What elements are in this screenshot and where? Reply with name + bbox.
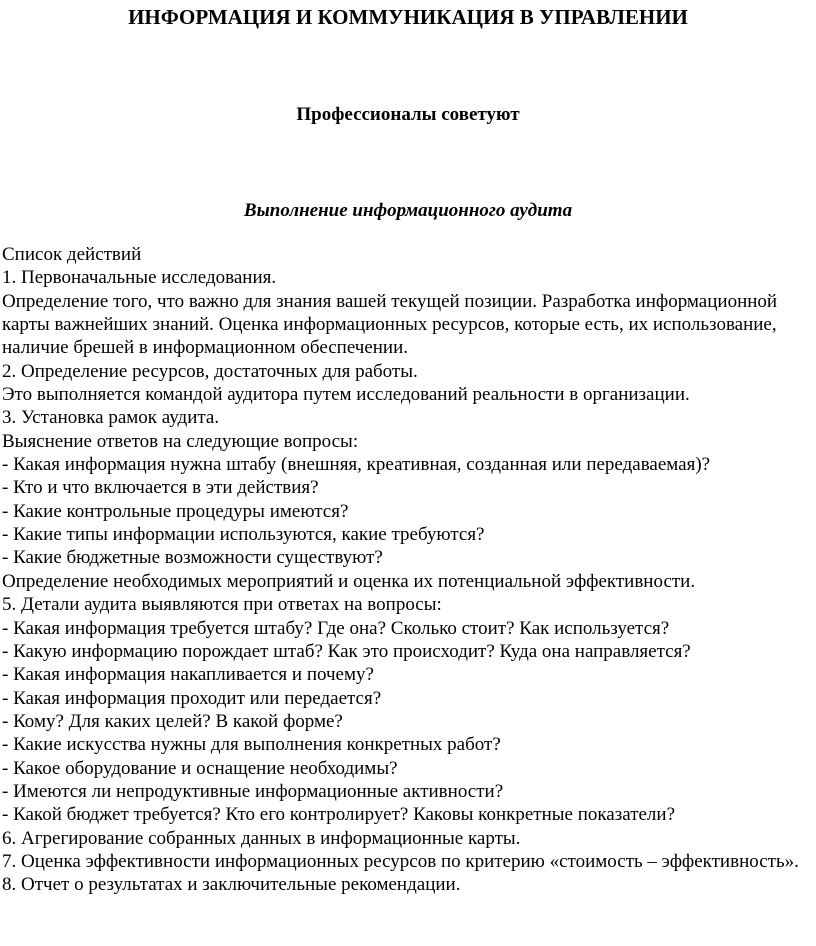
question-item: - Кому? Для каких целей? В какой форме? <box>2 710 343 732</box>
step-3-heading: 3. Установка рамок аудита. <box>2 407 220 429</box>
step-3-description: Выяснение ответов на следующие вопросы: <box>2 430 359 452</box>
step-4-description: Определение необходимых мероприятий и оценка их потенциальной эффективности. <box>2 570 696 592</box>
question-item: - Какие типы информации используются, какие требуются? <box>2 524 485 546</box>
question-item: - Какие контрольные процедуры имеются? <box>2 500 349 522</box>
question-item: - Какие бюджетные возможности существуют? <box>2 547 383 569</box>
step-1-heading: 1. Первоначальные исследования. <box>2 267 277 289</box>
step-2-heading: 2. Определение ресурсов, достаточных для работы. <box>2 360 418 382</box>
question-item: - Какое оборудование и оснащение необходимы? <box>2 757 398 779</box>
question-item: - Какая информация нужна штабу (внешняя, креативная, созданная или передаваемая)? <box>2 454 711 476</box>
question-item: - Какой бюджет требуется? Кто его контролирует? Каковы конкретные показатели? <box>2 804 676 826</box>
question-item: - Какая информация проходит или передается? <box>2 687 382 709</box>
step-2-description: Это выполняется командой аудитора путем исследований реальности в организации. <box>2 384 690 406</box>
section-title: Выполнение информационного аудита <box>243 200 573 221</box>
list-heading: Список действий <box>2 244 142 265</box>
question-item: - Имеются ли непродуктивные информационные активности? <box>2 780 504 802</box>
document-body <box>2 243 808 897</box>
question-item: - Какая информация требуется штабу? Где она? Сколько стоит? Как используется? <box>2 617 670 639</box>
step-5-heading: 5. Детали аудита выявляются при ответах на вопросы: <box>2 594 442 616</box>
step-7-heading: 7. Оценка эффективности информационных ресурсов по критерию «стоимость – эффективность». <box>2 850 799 872</box>
document-title: ИНФОРМАЦИЯ И КОММУНИКАЦИЯ В УПРАВЛЕНИИ <box>128 5 688 29</box>
question-item: - Какие искусства нужны для выполнения конкретных работ? <box>2 734 501 756</box>
question-item: - Кто и что включается в эти действия? <box>2 477 319 499</box>
document-subtitle: Профессионалы советуют <box>296 104 520 125</box>
step-1-description: Определение того, что важно для знания вашей текущей позиции. Разработка информационной карты важнейших знаний. Оценка информационных ресурсов, которые есть, их использование, наличие брешей в информационном обеспечении. <box>2 290 778 359</box>
question-item: - Какую информацию порождает штаб? Как это происходит? Куда она направляется? <box>2 640 691 662</box>
step-8-heading: 8. Отчет о результатах и заключительные рекомендации. <box>2 874 461 896</box>
step-6-heading: 6. Агрегирование собранных данных в информационные карты. <box>2 827 521 849</box>
question-item: - Какая информация накапливается и почему? <box>2 664 374 686</box>
